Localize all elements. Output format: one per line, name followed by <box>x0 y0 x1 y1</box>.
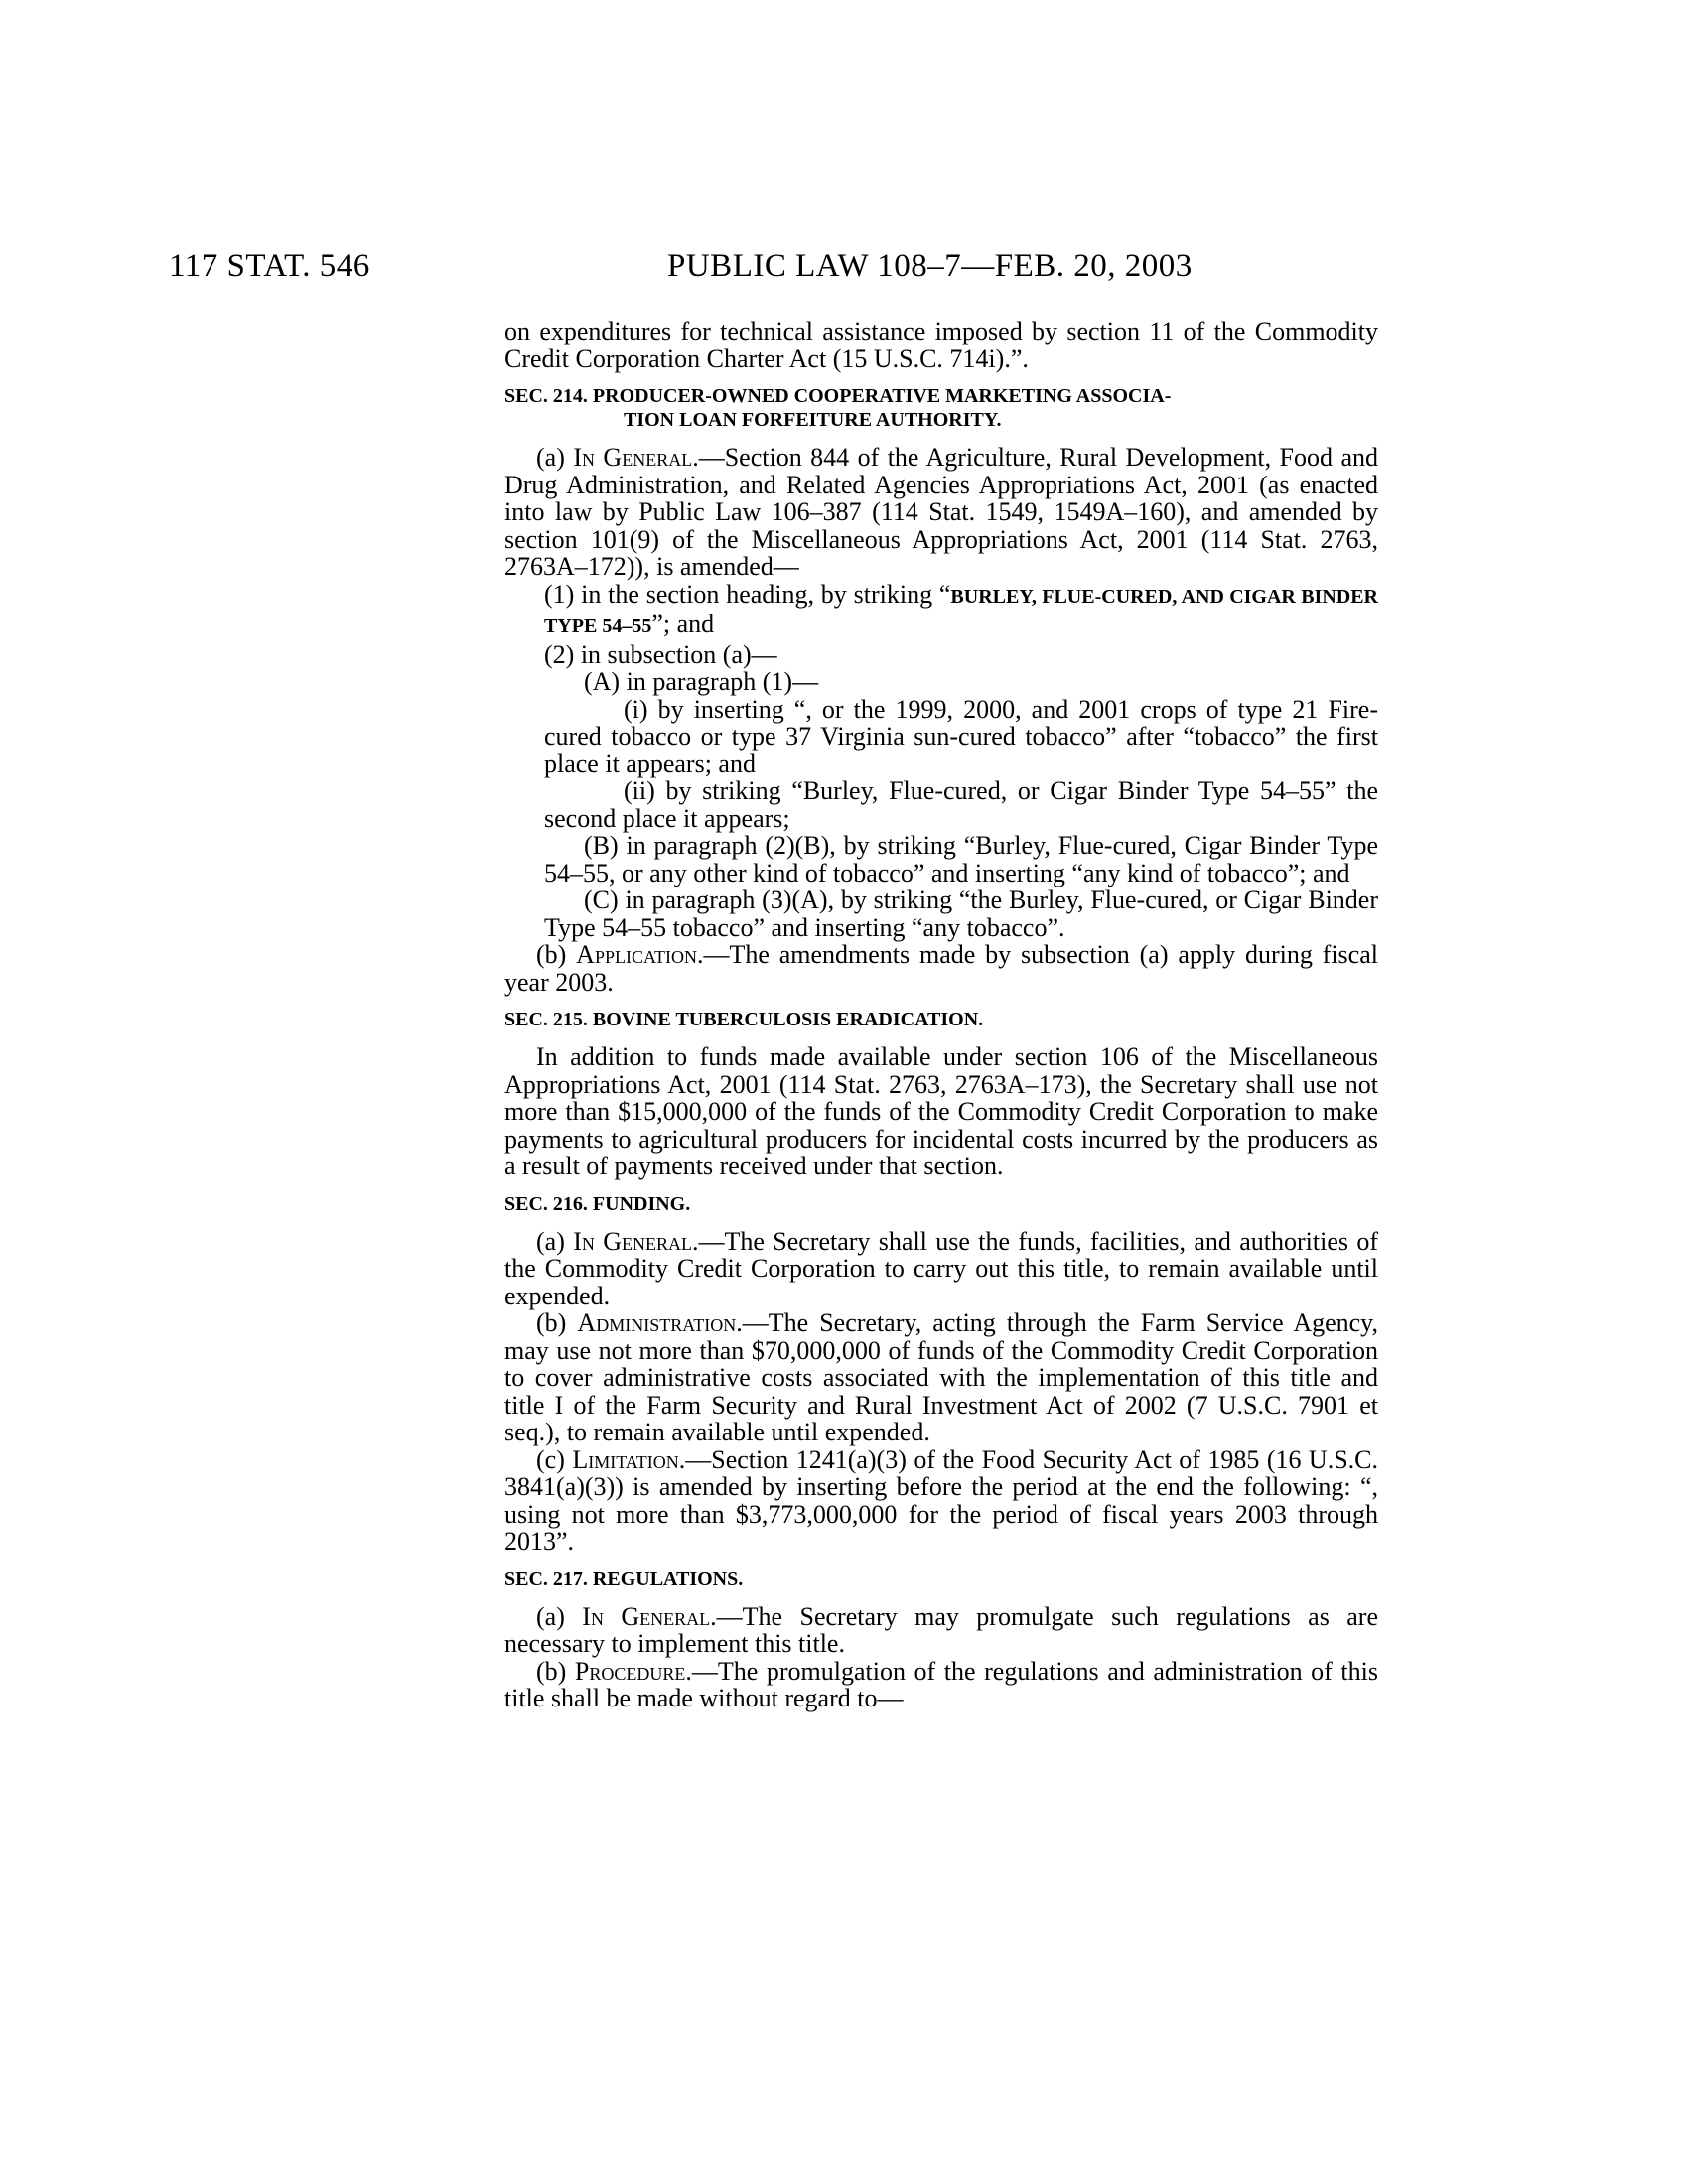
paragraph-text-end: ”; and <box>651 610 715 638</box>
sec214-subsection-a <box>504 444 1378 581</box>
section-214-heading-line1: SEC. 214. PRODUCER-OWNED COOPERATIVE MARKETING ASSOCIA- <box>504 385 1172 407</box>
subsection-text: .—The Secretary, acting through the Farm Service Agency, may use not more than $70,000,000 of funds of the Commodity Credit Corporation to cover administrative costs associated with the implementation of this title and title I of the Farm Security and Rural Investment Act of 2002 (7 U.S.C. 7901 et seq.), to remain available until expended. <box>504 1308 1378 1446</box>
struck-heading-text: BURLEY, FLUE-CURED, AND CIGAR BINDER TYPE 54–55 <box>544 585 1378 637</box>
subsection-caption: In General <box>582 1601 711 1631</box>
subsection-caption: Limitation <box>572 1444 679 1474</box>
subsection-text: .—Section 844 of the Agriculture, Rural Development, Food and Drug Administration, and Related Agencies Appropriations Act, 2001 (as enacted into law by Public Law 106–387 (114 Stat. 1549, 1549A–160), and amended by section 101(9) of the Miscellaneous Appropriations Act, 2001 (114 Stat. 2763, 2763A–172)), is amended— <box>504 443 1378 581</box>
subsection-text: .—The Secretary shall use the funds, facilities, and authorities of the Commodity Credit Corporation to carry out this title, to remain available until expended. <box>504 1226 1378 1310</box>
sec214-paragraph-1 <box>544 581 1378 641</box>
sec214-paragraph-2: (2) in subsection (a)— <box>544 639 777 669</box>
running-title: PUBLIC LAW 108–7—FEB. 20, 2003 <box>667 248 1193 284</box>
intro-paragraph: on expenditures for technical assistance imposed by section 11 of the Commodity Credit Corporation Charter Act (15 U.S.C. 714i).”. <box>504 317 1378 373</box>
sec216-subsection-c <box>504 1446 1378 1556</box>
sec217-subsection-b <box>504 1658 1378 1712</box>
page-header <box>0 248 1688 288</box>
sec214-subparagraph-A: (A) in paragraph (1)— <box>584 667 819 696</box>
subsection-label: (b) <box>536 940 577 969</box>
section-214-heading-line2: TION LOAN FORFEITURE AUTHORITY. <box>624 409 1002 431</box>
paragraph-text: (1) in the section heading, by striking “ <box>544 579 951 609</box>
sec214-subparagraph-B: (B) in paragraph (2)(B), by striking “Burley, Flue-cured, Cigar Binder Type 54–55, or any other kind of tobacco” and inserting “any kind of tobacco”; and <box>544 831 1378 887</box>
subsection-label: (a) <box>536 1226 574 1256</box>
sec214-clause-ii: (ii) by striking “Burley, Flue-cured, or Cigar Binder Type 54–55” the second place it appears; <box>544 776 1378 833</box>
subsection-caption: In General <box>573 443 693 472</box>
section-214-heading <box>504 384 1378 432</box>
subsection-caption: Procedure <box>574 1656 686 1686</box>
subsection-text: .—The amendments made by subsection (a) apply during fiscal year 2003. <box>504 940 1378 997</box>
subsection-text: .—Section 1241(a)(3) of the Food Security Act of 1985 (16 U.S.C. 3841(a)(3)) is amended by inserting before the period at the end the following: “, using not more than $3,773,000,000 for the period of fiscal years 2003 through 2013”. <box>504 1444 1379 1556</box>
section-217-heading: SEC. 217. REGULATIONS. <box>504 1568 744 1590</box>
section-216-heading: SEC. 216. FUNDING. <box>504 1192 691 1215</box>
sec215-text: In addition to funds made available under section 106 of the Miscellaneous Appropriations Act, 2001 (114 Stat. 2763, 2763A–173), the Secretary shall use not more than $15,000,000 of the funds of the Commodity Credit Corporation to make payments to agricultural producers for incidental costs incurred by the producers as a result of payments received under that section. <box>504 1042 1378 1180</box>
sec214-subparagraph-C: (C) in paragraph (3)(A), by striking “the Burley, Flue-cured, or Cigar Binder Type 54–55 tobacco” and inserting “any tobacco”. <box>544 886 1378 942</box>
sec216-subsection-a <box>504 1228 1378 1310</box>
sec216-subsection-b <box>504 1309 1378 1446</box>
subsection-label: (a) <box>536 1601 583 1631</box>
document-body <box>504 318 1378 1712</box>
statute-page-reference: 117 STAT. 546 <box>169 248 370 284</box>
subsection-caption: In General <box>573 1226 692 1256</box>
subsection-label: (b) <box>536 1656 575 1686</box>
subsection-label: (b) <box>536 1308 578 1337</box>
section-215-heading: SEC. 215. BOVINE TUBERCULOSIS ERADICATION. <box>504 1009 984 1030</box>
subsection-caption: Administration <box>577 1308 737 1337</box>
subsection-label: (c) <box>536 1444 573 1474</box>
sec217-subsection-a <box>504 1603 1378 1658</box>
subsection-text: .—The Secretary may promulgate such regulations as are necessary to implement this title. <box>504 1601 1378 1658</box>
sec214-subsection-b <box>504 941 1378 996</box>
subsection-caption: Application <box>576 940 697 969</box>
subsection-text: .—The promulgation of the regulations and administration of this title shall be made without regard to— <box>504 1656 1378 1712</box>
subsection-label: (a) <box>536 443 574 472</box>
sec214-clause-i: (i) by inserting “, or the 1999, 2000, and 2001 crops of type 21 Fire-cured tobacco or type 37 Virginia sun-cured tobacco” after “tobacco” the first place it appears; and <box>544 694 1378 778</box>
